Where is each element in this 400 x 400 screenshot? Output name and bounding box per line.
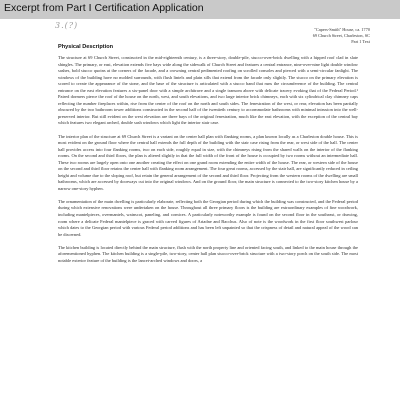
section-title: Physical Description [58,44,114,50]
document-body [58,44,358,271]
paragraph-ornamentation: The ornamentation of the main dwelling is particularly elaborate, reflecting both the Georgian period during which the building was constructed, and the Federal period during which extensive renovations were undertaken on the house. Throughout all three primary floors is the building are extraordinary examples of fine woodwork, including mantelpieces, overmantels, wainscot, paneling, and cornices. A particularly noteworthy example is found on the second floor in the southeast, or drawing, room where a delicate Federal mantelpiece is graced with carved figures of Ariadne and Bacchus. Also of note is the woodwork in the first floor southwest parlour which dates to the Georgian period with various Federal period additions and has been left unpainted so that the crispness of detail and natural appeal of the wood can be discerned. [58,198,358,237]
document-header [313,27,370,45]
header-section: Part 1 Text [351,39,370,44]
header-address: 69 Church Street, Charleston, SC [312,33,370,38]
paragraph-exterior: The structure at 69 Church Street, constructed in the mid-eighteenth century, is a three-story, double-pile, stucco-over-brick dwelling with a hipped roof clad in slate shingles. The primary, or east, elevation extends five bays wide along the sidewalk of Church Street and features a central entrance, nine-over-nine light double window sashes, bold stucco quoins at the corners of the facade, and a crowning central pedimented roofing on scrolled consoles and pierced with a semi-circular fanlight. The windows of the building have no molded surrounds, with flush lintels and plain sills that extend from the facade only slightly. The stucco on the primary elevation is scored to create the appearance of the stone, and the base of the structure is articulated with a stucco band that runs the circumference of the building. The central entrance on the east elevation features a six-panel door with a simple architrave and a single transom above with delicate tracery evoking that of the Federal Period.¹ Paired dormers pierce the roof of the house on the north, west, and south elevations, and two large interior brick chimneys, each with six cylindrical clay chimney caps reflecting the number fireplaces within, rise from the center of the roof on the north and south sides. The fenestration of the west, or rear, elevation has been partially obscured by the two bathroom tower additions constructed in the second half of the twentieth century to accommodate bathrooms with minimal intrusion into the well-preserved interior. But still evident on the west elevation are three bays of the original fenestration, much like the east elevation, with the exception of the central bay which features two elegant arched, double sash windows which light the interior stair case. [58,55,358,126]
paragraph-kitchen-building: The kitchen building is located directly behind the main structure, flush with the north property line and oriented facing south, and linked to the main house through the aforementioned hyphen. The kitchen building is a single-pile, two-story, center hall plan stucco-over-brick structure with a two-story porch on the south side. The most notable exterior feature of the building is the lancet-arched windows and doors, a [58,244,358,263]
excerpt-banner [0,0,400,19]
handwritten-page-mark: 3.(?) [55,21,79,30]
banner-title: Excerpt from Part I Certification Application [4,2,204,14]
header-property-name: "Capers-Smith" House, ca. 1770 [314,27,370,32]
paragraph-interior-plan: The interior plan of the structure at 69 Church Street is a variant on the center hall plan with flanking rooms, a plan known locally as a Charleston double house. This is most evident on the ground floor where the central hall extends the full depth of the building with the stair case rising from the rear, or west side of the hall. The center hall provides access into four flanking rooms, two on each side, roughly equal in size, with the chimneys rising from the shared walls on the interior of the flanking rooms. On the second and third floors, the plan is altered slightly in that the full width of the front of the house is occupied by two rooms without an intermediate hall. These two rooms are largely open onto one another creating the effect on one grand room extending the entire width of the house. The rear, or western side of the house on the second and third floor retains the center hall with flanking room arrangement. The four great rooms, accessed by the stair hall, are significantly reduced in ceiling height and volume due to the sloping roof, but retain the general arrangement of the second and third floor. Projecting from the western rooms of the dwelling are small bathrooms, which are accessed by doorways cut into the original windows. And on the ground floor, the main structure is connected to the two-story kitchen house by a narrow one-story hyphen. [58,133,358,191]
